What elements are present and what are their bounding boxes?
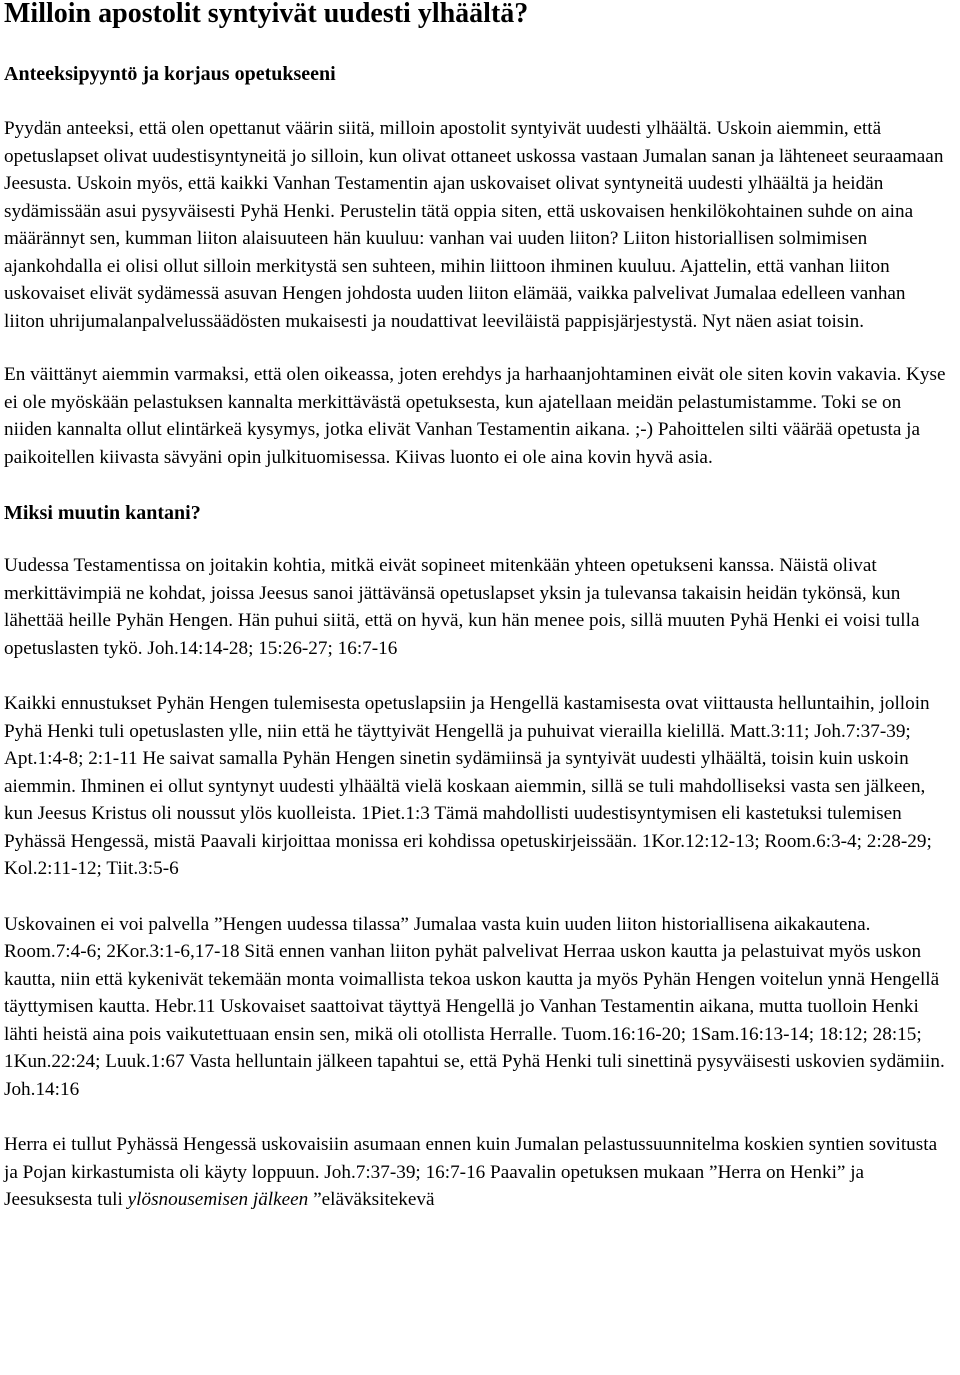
emphasis-text: ylösnousemisen jälkeen	[127, 1189, 309, 1210]
new-testament-paragraph: Uudessa Testamentissa on joitakin kohtia, mitkä eivät sopineet mitenkään yhteen opetukseni kanssa. Näistä olivat merkittävimpiä ne kohdat, joissa Jeesus sanoi jättävänsä opetuslapset yksin ja tulevansa takaisin heidän tykönsä, kun lähettää heille Pyhän Hengen. Hän puhui siitä, että on hyvä, kun hän menee pois, sillä muuten Pyhä Henki ei voisi tulla opetuslasten tykö. Joh.14:14-28; 15:26-27; 16:7-16	[4, 555, 920, 659]
apology-paragraph: Pyydän anteeksi, että olen opettanut väärin siitä, milloin apostolit syntyivät uudesti ylhäältä. Uskoin aiemmin, että opetuslapset olivat uudestisyntyneitä jo silloin, kun olivat ottaneet uskossa vastaan Jumalan sanan ja lähteneet seuraamaan Jeesusta. Uskoin myös, että kaikki Vanhan Testamentin ajan uskovaiset olivat syntyneitä uudesti ylhäältä ja heidän sydämissään asui pysyväisesti Pyhä Henki. Perustelin tätä oppia siten, että uskovaisen henkilökohtainen suhde on aina määrännyt sen, kumman liiton alaisuuteen hän kuuluu: vanhan vai uuden liiton? Liiton historiallisen solmimisen ajankohdalla ei olisi ollut silloin merkitystä sen suhteen, mihin liittoon ihminen kuuluu. Ajattelin, että vanhan liiton uskovaiset elivät sydämessä asuvan Hengen johdosta uuden liiton elämää, vaikka palvelivat Jumalaa edelleen vanhan liiton uhrijumalanpalvelussäädösten mukaisesti ja noudattivat leeviläistä pappisjärjestystä. Nyt näen asiat toisin.	[4, 118, 944, 332]
apology-heading: Anteeksipyyntö ja korjaus opetukseeni	[4, 63, 336, 85]
why-heading: Miksi muutin kantani?	[4, 502, 201, 524]
page-title: Milloin apostolit syntyivät uudesti ylhäältä?	[4, 0, 529, 29]
holy-spirit-paragraph-text: Herra ei tullut Pyhässä Hengessä uskovaisiin asumaan ennen kuin Jumalan pelastussuunnitelma koskien syntien sovitusta ja Pojan kirkastumista oli käyty loppuun. Joh.7:37-39; 16:7-16 Paavalin opetuksen mukaan ”Herra on Henki” ja Jeesuksesta tuli	[4, 1134, 938, 1210]
new-covenant-paragraph: Uskovainen ei voi palvella ”Hengen uudessa tilassa” Jumalaa vasta kuin uuden liiton historiallisena aikakautena. Room.7:4-6; 2Kor.3:1-6,17-18 Sitä ennen vanhan liiton pyhät palvelivat Herraa uskon kautta ja pelastuivat myös uskon kautta, niin että kykenivät tekemään monta voimallista tekoa uskon kautta ja myös Pyhän Hengen voitelun ynnä Hengellä täyttymisen kautta. Hebr.11 Uskovaiset saattoivat täyttyä Hengellä jo Vanhan Testamentin aikana, mutta tuolloin Henki lähti heistä aina pois vaikutettuaan ensin sen, mikä oli otollista Herralle. Tuom.16:16-20; 1Sam.16:13-14; 18:12; 28:15; 1Kun.22:24; Luuk.1:67 Vasta helluntain jälkeen tapahtui se, että Pyhä Henki tuli sinettinä pysyväisesti uskovien sydämiin. Joh.14:16	[4, 913, 945, 1100]
holy-spirit-paragraph	[4, 1131, 946, 1214]
prophecies-paragraph: Kaikki ennustukset Pyhän Hengen tulemisesta opetuslapsiin ja Hengellä kastamisesta ovat viittausta helluntaihin, jolloin Pyhä Henki tuli opetuslasten ylle, niin että he täyttyivät Hengellä ja puhuivat vierailla kielillä. Matt.3:11; Joh.7:37-39; Apt.1:4-8; 2:1-11 He saivat samalla Pyhän Hengen sinetin sydämiinsä ja syntyivät uudesti ylhäältä, toisin kuin uskoin aiemmin. Ihminen ei ollut syntynyt uudesti ylhäältä vielä koskaan aiemmin, sillä se tuli mahdolliseksi vasta sen jälkeen, kun Jeesus Kristus oli noussut ylös kuolleista. 1Piet.1:3 Tämä mahdollisti uudestisyntymisen eli kastetuksi tulemisen Pyhässä Hengessä, mistä Paavali kirjoittaa monissa eri kohdissa opetuskirjeissään. 1Kor.12:12-13; Room.6:3-4; 2:28-29; Kol.2:11-12; Tiit.3:5-6	[4, 693, 932, 879]
clarification-paragraph: En väittänyt aiemmin varmaksi, että olen oikeassa, joten erehdys ja harhaanjohtaminen eivät ole siten kovin vakavia. Kyse ei ole myöskään pelastuksen kannalta merkittävästä opetuksesta, kun ajatellaan meidän pelastumistamme. Toki se on niiden kannalta ollut elintärkeä kysymys, jotka elivät Vanhan Testamentin aikana. ;-) Pahoittelen silti väärää opetusta ja paikoitellen kiivasta sävyäni opin julkituomisessa. Kiivas luonto ei ole aina kovin hyvä asia.	[4, 364, 946, 468]
holy-spirit-paragraph-continuation: ”eläväksitekevä	[308, 1189, 435, 1210]
